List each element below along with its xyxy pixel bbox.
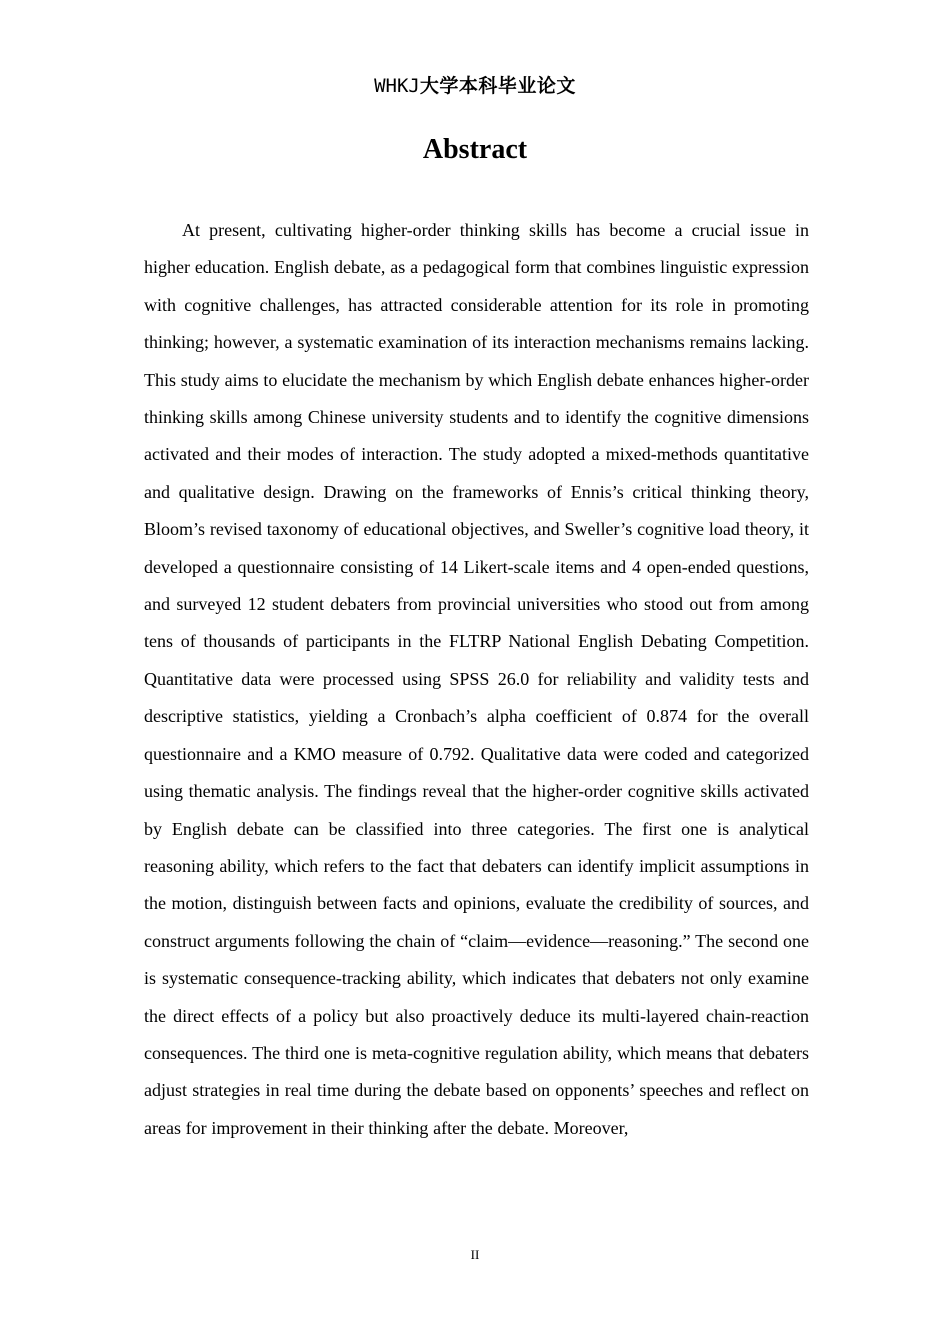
- abstract-body: At present, cultivating higher-order thinking skills has become a crucial issue in higher education. English debate, as a pedagogical form that combines linguistic expression with cognitive challenges, has attracted considerable attention for its role in promoting thinking; however, a systematic examination of its interaction mechanisms remains lacking. This study aims to elucidate the mechanism by which English debate enhances higher-order thinking skills among Chinese university students and to identify the cognitive dimensions activated and their modes of interaction. The study adopted a mixed-methods quantitative and qualitative design. Drawing on the frameworks of Ennis’s critical thinking theory, Bloom’s revised taxonomy of educational objectives, and Sweller’s cognitive load theory, it developed a questionnaire consisting of 14 Likert-scale items and 4 open-ended questions, and surveyed 12 student debaters from provincial universities who stood out from among tens of thousands of participants in the FLTRP National English Debating Competition. Quantitative data were processed using SPSS 26.0 for reliability and validity tests and descriptive statistics, yielding a Cronbach’s alpha coefficient of 0.874 for the overall questionnaire and a KMO measure of 0.792. Qualitative data were coded and categorized using thematic analysis. The findings reveal that the higher-order cognitive skills activated by English debate can be classified into three categories. The first one is analytical reasoning ability, which refers to the fact that debaters can identify implicit assumptions in the motion, distinguish between facts and opinions, evaluate the credibility of sources, and construct arguments following the chain of “claim—evidence—reasoning.” The second one is systematic consequence-tracking ability, which indicates that debaters not only examine the direct effects of a policy but also proactively deduce its multi-layered chain-reaction consequences. The third one is meta-cognitive regulation ability, which means that debaters adjust strategies in real time during the debate based on opponents’ speeches and reflect on areas for improvement in their thinking after the debate. Moreover,: [144, 220, 809, 1138]
- page-title: Abstract: [422, 134, 528, 165]
- page-number: II: [470, 1247, 480, 1262]
- running-header: [0, 72, 950, 100]
- header-thesis-label: 大学本科毕业论文: [419, 75, 576, 97]
- header-institution-code: WHKJ: [374, 75, 420, 97]
